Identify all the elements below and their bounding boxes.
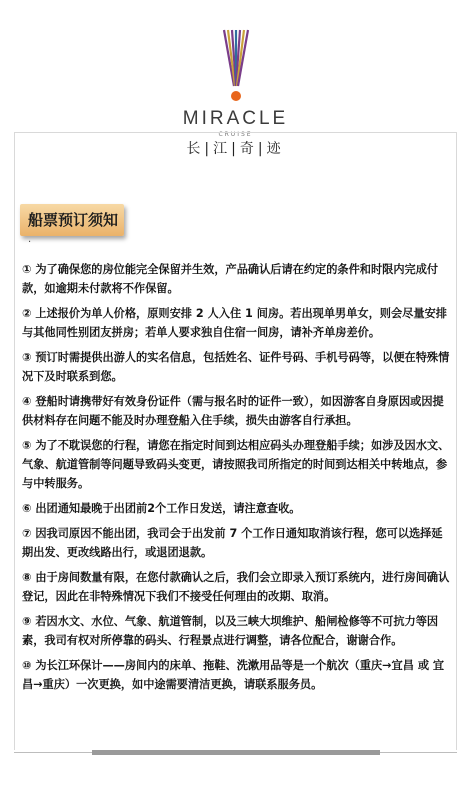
notice-item: ③ 预订时需提供出游人的实名信息，包括姓名、证件号码、手机号码等，以便在特殊情况下及时联系到您。 xyxy=(22,351,450,383)
notice-item: ⑨ 若因水文、水位、气象、航道管制，以及三峡大坝维护、船闸检修等不可抗力等因素，我司有权对所停靠的码头、行程景点进行调整，请各位配合，谢谢合作。 xyxy=(22,615,439,647)
scroll-shadow xyxy=(92,750,380,755)
section-title-badge xyxy=(20,204,124,236)
brand-name: MIRACLE xyxy=(182,108,289,129)
notice-item: ⑥ 出团通知最晚于出团前2个工作日发送，请注意查收。 xyxy=(22,502,301,515)
notice-item: ④ 登船时请携带好有效身份证件（需与报名时的证件一致），如因游客自身原因或因提供材料存在问题不能及时办理登船入住手续，损失由游客自行承担。 xyxy=(22,395,444,427)
notice-item: ① 为了确保您的房位能完全保留并生效，产品确认后请在约定的条件和时限内完成付款，如逾期未付款将不作保留。 xyxy=(22,263,439,295)
brand-chinese-name: 长|江|奇|迹 xyxy=(186,141,285,157)
notice-list xyxy=(22,260,450,700)
title-bullet: · xyxy=(28,237,32,248)
notice-item: ⑩ 为长江环保计——房间内的床单、拖鞋、洗漱用品等是一个航次（重庆→宜昌 或 宜昌→重庆）一次更换，如中途需要清洁更换，请联系服务员。 xyxy=(22,659,445,691)
brand-subtitle: CRUISE xyxy=(218,131,253,138)
notice-item: ⑧ 由于房间数量有限，在您付款确认之后，我们会立即录入预订系统内，进行房间确认登记，因此在非特殊情况下我们不接受任何理由的改期、取消。 xyxy=(22,571,450,603)
notice-item: ⑦ 因我司原因不能出团，我司会于出发前 7 个工作日通知取消该行程，您可以选择延期出发、更改线路出行，或退团退款。 xyxy=(22,527,443,559)
section-title: 船票预订须知 xyxy=(28,211,119,229)
miracle-logo-icon xyxy=(206,28,266,106)
notice-item: ⑤ 为了不耽误您的行程，请您在指定时间到达相应码头办理登船手续；如涉及因水文、气象、航道管制等问题导致码头变更，请按照我司所指定的时间到达相关中转地点，参与中转服务。 xyxy=(22,439,450,490)
notice-item: ② 上述报价为单人价格，原则安排 2 人入住 1 间房。若出现单男单女，则会尽量安排与其他同性别团友拼房；若单人要求独自住宿一间房，请补齐单房差价。 xyxy=(22,307,447,339)
